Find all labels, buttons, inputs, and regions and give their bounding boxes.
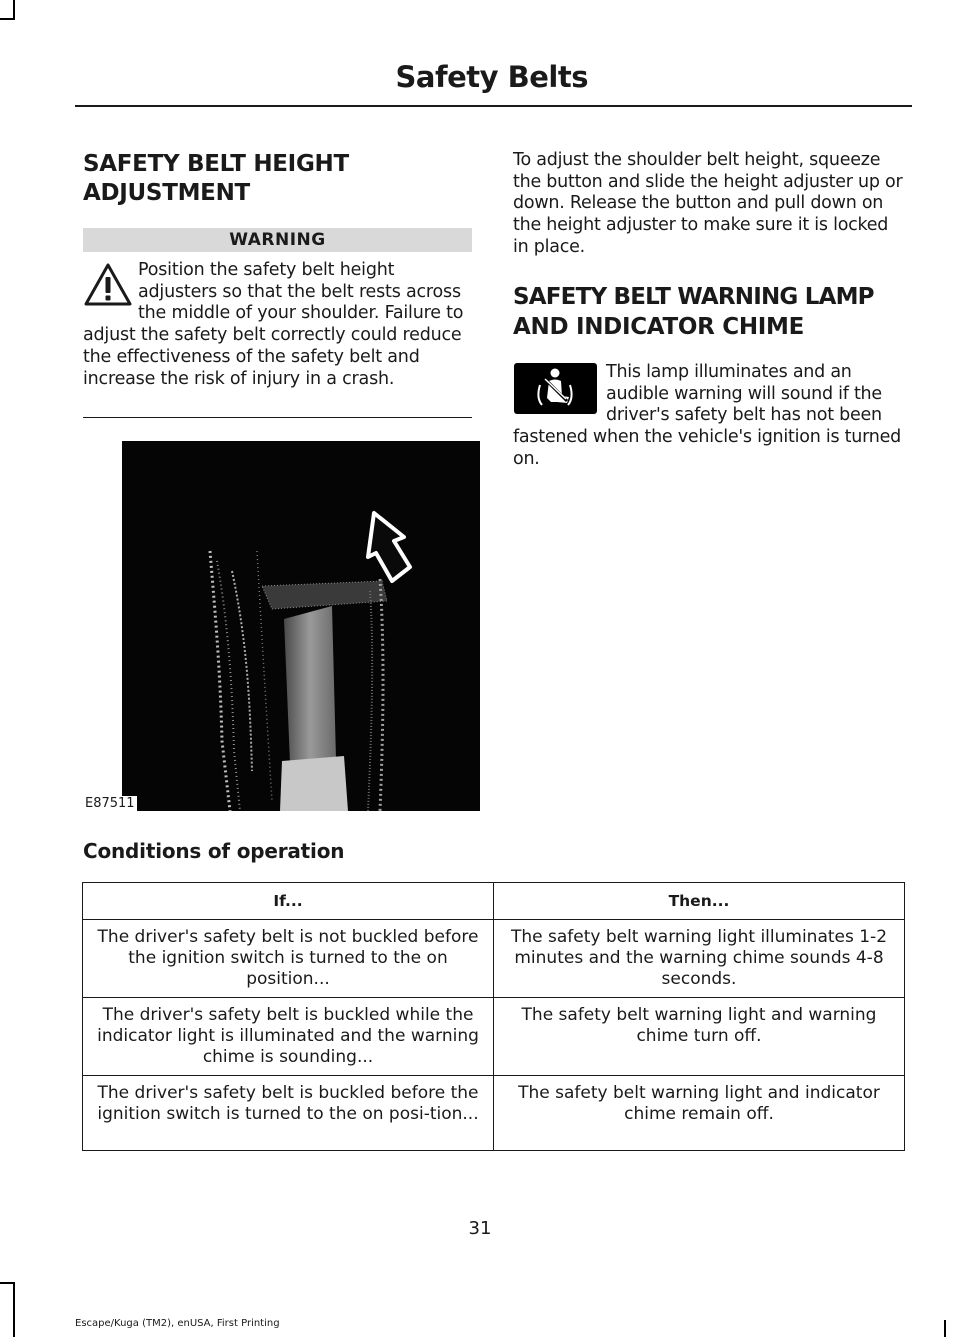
crop-mark-bl-h — [0, 1282, 15, 1284]
table-cell-then: The safety belt warning light illuminates 1-2 minutes and the warning chime sounds 4-8 seconds. — [494, 920, 905, 998]
table-cell-if: The driver's safety belt is buckled before the ignition switch is turned to the on posi-tion... — [83, 1076, 494, 1151]
section-heading-line1: SAFETY BELT HEIGHT — [83, 151, 349, 177]
page-number: 31 — [468, 1218, 492, 1239]
warning-lamp-heading-line1: SAFETY BELT WARNING LAMP — [513, 284, 874, 310]
belt-adjuster-illustration — [122, 441, 480, 811]
table-row — [83, 998, 905, 1076]
warning-text-block — [83, 260, 475, 390]
warning-label: WARNING — [83, 228, 472, 252]
crop-mark-br-v — [944, 1320, 946, 1337]
warning-rule — [83, 417, 472, 418]
table-row — [83, 920, 905, 998]
warning-lamp-heading-line2: AND INDICATOR CHIME — [513, 314, 805, 340]
warning-text: Position the safety belt height adjusters so that the belt rests across the middle of your shoulder. Failure to adjust the safety belt correctly could reduce the effectiveness of the safety belt and increase the risk of injury in a crash. — [83, 260, 464, 389]
belt-adjuster-figure — [122, 441, 480, 811]
table-cell-then: The safety belt warning light and warning chime turn off. — [494, 998, 905, 1076]
table-header-row — [83, 883, 905, 920]
crop-mark-tl-h — [0, 18, 15, 20]
header-rule — [75, 105, 912, 107]
table-cell-if: The driver's safety belt is buckled while the indicator light is illuminated and the warning chime is sounding... — [83, 998, 494, 1076]
lamp-description-block — [513, 362, 908, 471]
figure-label: E87511 — [85, 796, 135, 811]
table-cell-if: The driver's safety belt is not buckled before the ignition switch is turned to the on position... — [83, 920, 494, 998]
table-row — [83, 1076, 905, 1151]
column-header-then: Then... — [494, 883, 905, 920]
lamp-description: This lamp illuminates and an audible warning will sound if the driver's safety belt has not been fastened when the vehicle's ignition is turned on. — [513, 362, 901, 469]
crop-mark-bl-v — [13, 1282, 15, 1337]
conditions-table — [82, 882, 905, 1151]
footer-text: Escape/Kuga (TM2), enUSA, First Printing — [75, 1318, 280, 1329]
conditions-heading: Conditions of operation — [83, 839, 345, 863]
table-cell-then: The safety belt warning light and indicator chime remain off. — [494, 1076, 905, 1151]
page-header-title: Safety Belts — [395, 60, 588, 94]
section-heading-line2: ADJUSTMENT — [83, 180, 250, 206]
crop-mark-tl-v — [13, 0, 15, 20]
pointer-arrow-icon — [352, 509, 422, 589]
adjust-instructions: To adjust the shoulder belt height, squeeze the button and slide the height adjuster up or down. Release the button and pull down on the height adjuster to make sure it is locked in place. — [513, 150, 903, 257]
column-header-if: If... — [83, 883, 494, 920]
